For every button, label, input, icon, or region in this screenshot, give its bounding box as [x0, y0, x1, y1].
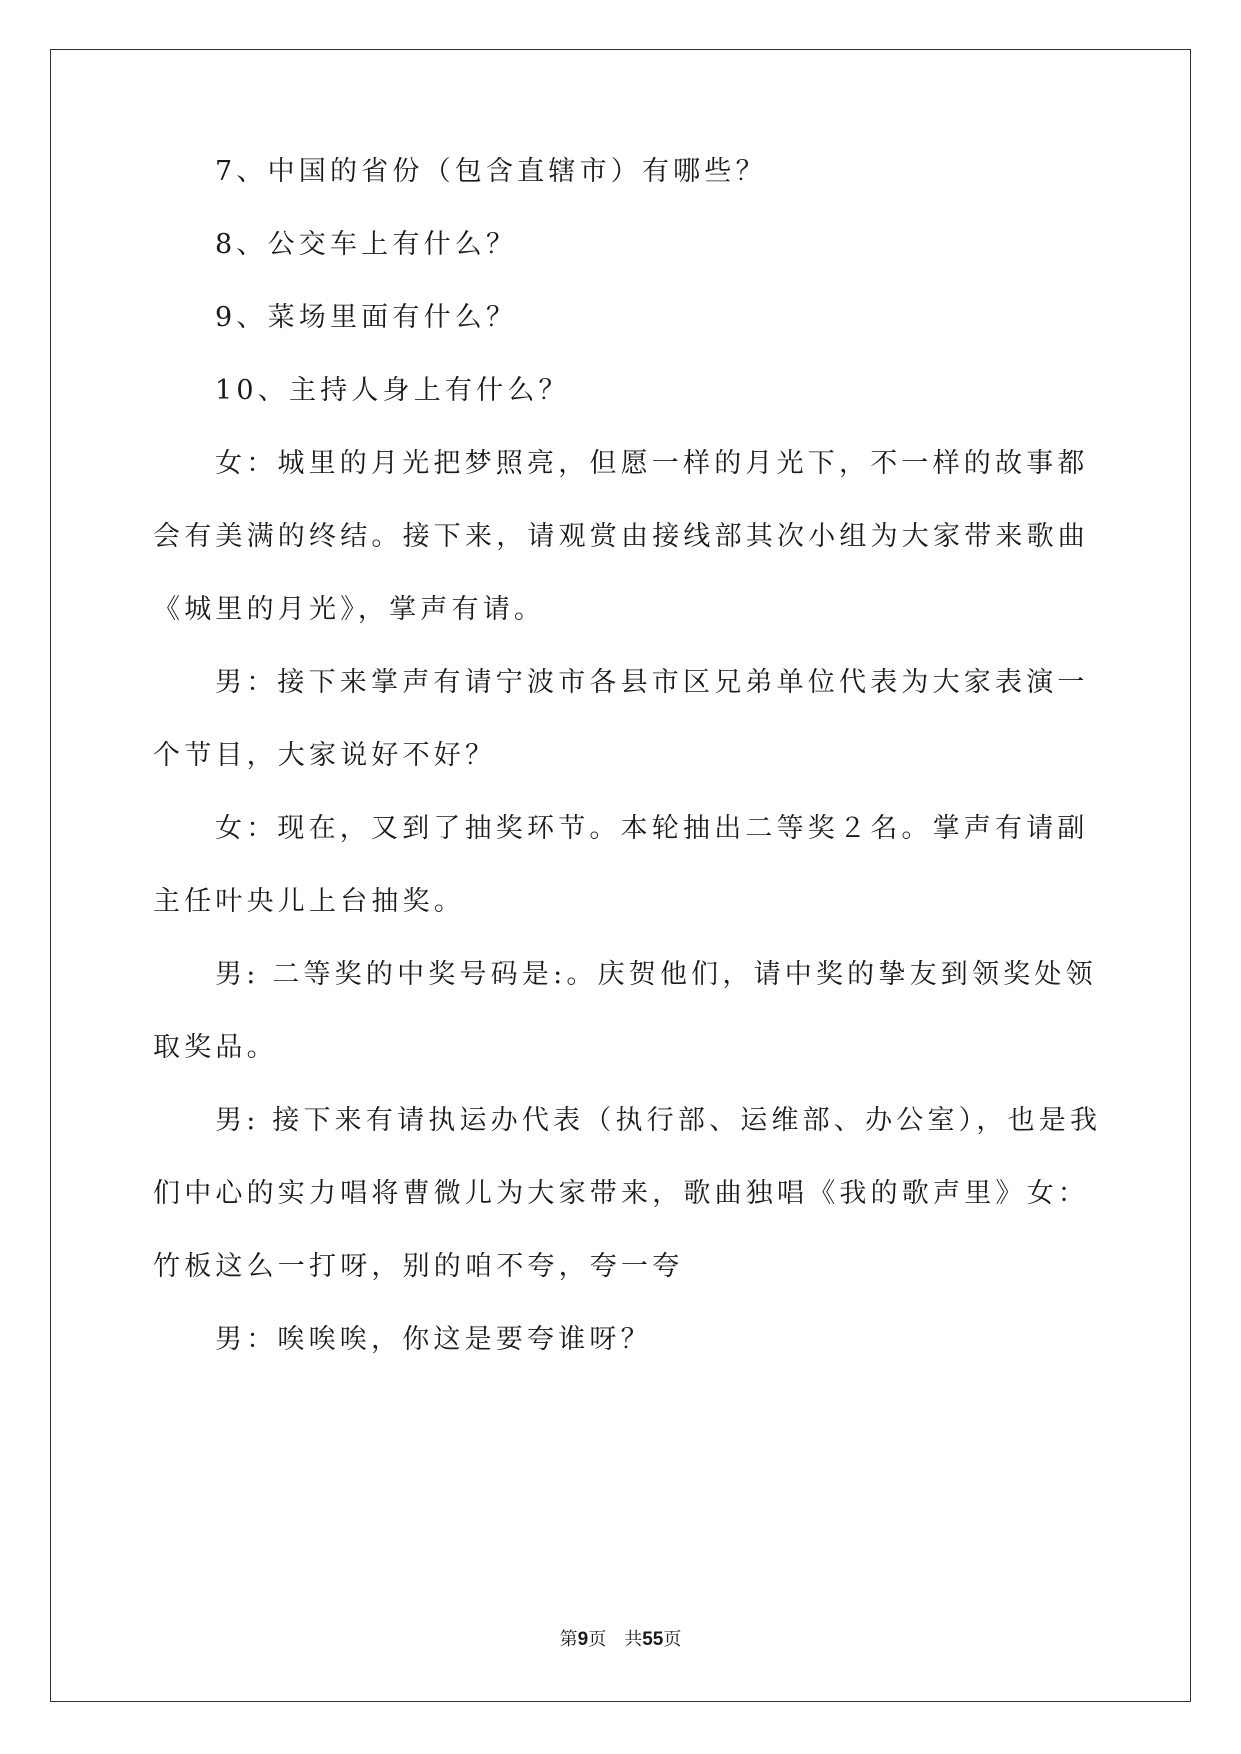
- footer-prefix: 第: [559, 1629, 578, 1650]
- paragraph-male-3-line-1: 男: 接下来有请执运办代表（执行部、运维部、办公室），也是我: [215, 1105, 1102, 1136]
- paragraph-male-3-line-2: 们中心的实力唱将曹微儿为大家带来，歌曲独唱《我的歌声里》女：: [153, 1178, 1089, 1209]
- paragraph-male-1-line-1: 男：接下来掌声有请宁波市各县市区兄弟单位代表为大家表演一: [215, 667, 1089, 698]
- paragraph-female-2-line-1: 女：现在，又到了抽奖环节。本轮抽出二等奖２名。掌声有请副: [215, 813, 1089, 844]
- paragraph-female-2-line-2: 主任叶央儿上台抽奖。: [153, 886, 465, 917]
- paragraph-female-1-line-1: 女：城里的月光把梦照亮，但愿一样的月光下，不一样的故事都: [215, 448, 1089, 479]
- paragraph-question-9: 9、菜场里面有什么？: [215, 302, 518, 333]
- paragraph-male-1-line-2: 个节目，大家说好不好？: [153, 740, 497, 771]
- paragraph-question-8: 8、公交车上有什么？: [215, 229, 518, 260]
- paragraph-female-1-line-3: 《城里的月光》，掌声有请。: [153, 594, 546, 625]
- paragraph-male-2-line-1: 男: 二等奖的中奖号码是:。庆贺他们，请中奖的挚友到领奖处领: [215, 959, 1097, 990]
- paragraph-male-4: 男：唉唉唉，你这是要夸谁呀？: [215, 1324, 652, 1355]
- page-border: [50, 49, 1191, 1702]
- paragraph-question-7: 7、中国的省份（包含直辖市）有哪些？: [215, 156, 767, 187]
- paragraph-male-3-line-3: 竹板这么一打呀，别的咱不夸，夸一夸: [153, 1251, 684, 1282]
- paragraph-female-1-line-2: 会有美满的终结。接下来，请观赏由接线部其次小组为大家带来歌曲: [153, 521, 1089, 552]
- footer-current-page: 9: [577, 1629, 589, 1650]
- paragraph-male-2-line-2: 取奖品。: [153, 1032, 278, 1063]
- paragraph-question-10: 10、主持人身上有什么？: [215, 375, 570, 406]
- page-footer: [0, 1628, 1241, 1652]
- footer-total-pages: 55: [642, 1629, 664, 1650]
- footer-suffix: 页: [663, 1629, 682, 1650]
- footer-middle: 页 共: [588, 1629, 643, 1650]
